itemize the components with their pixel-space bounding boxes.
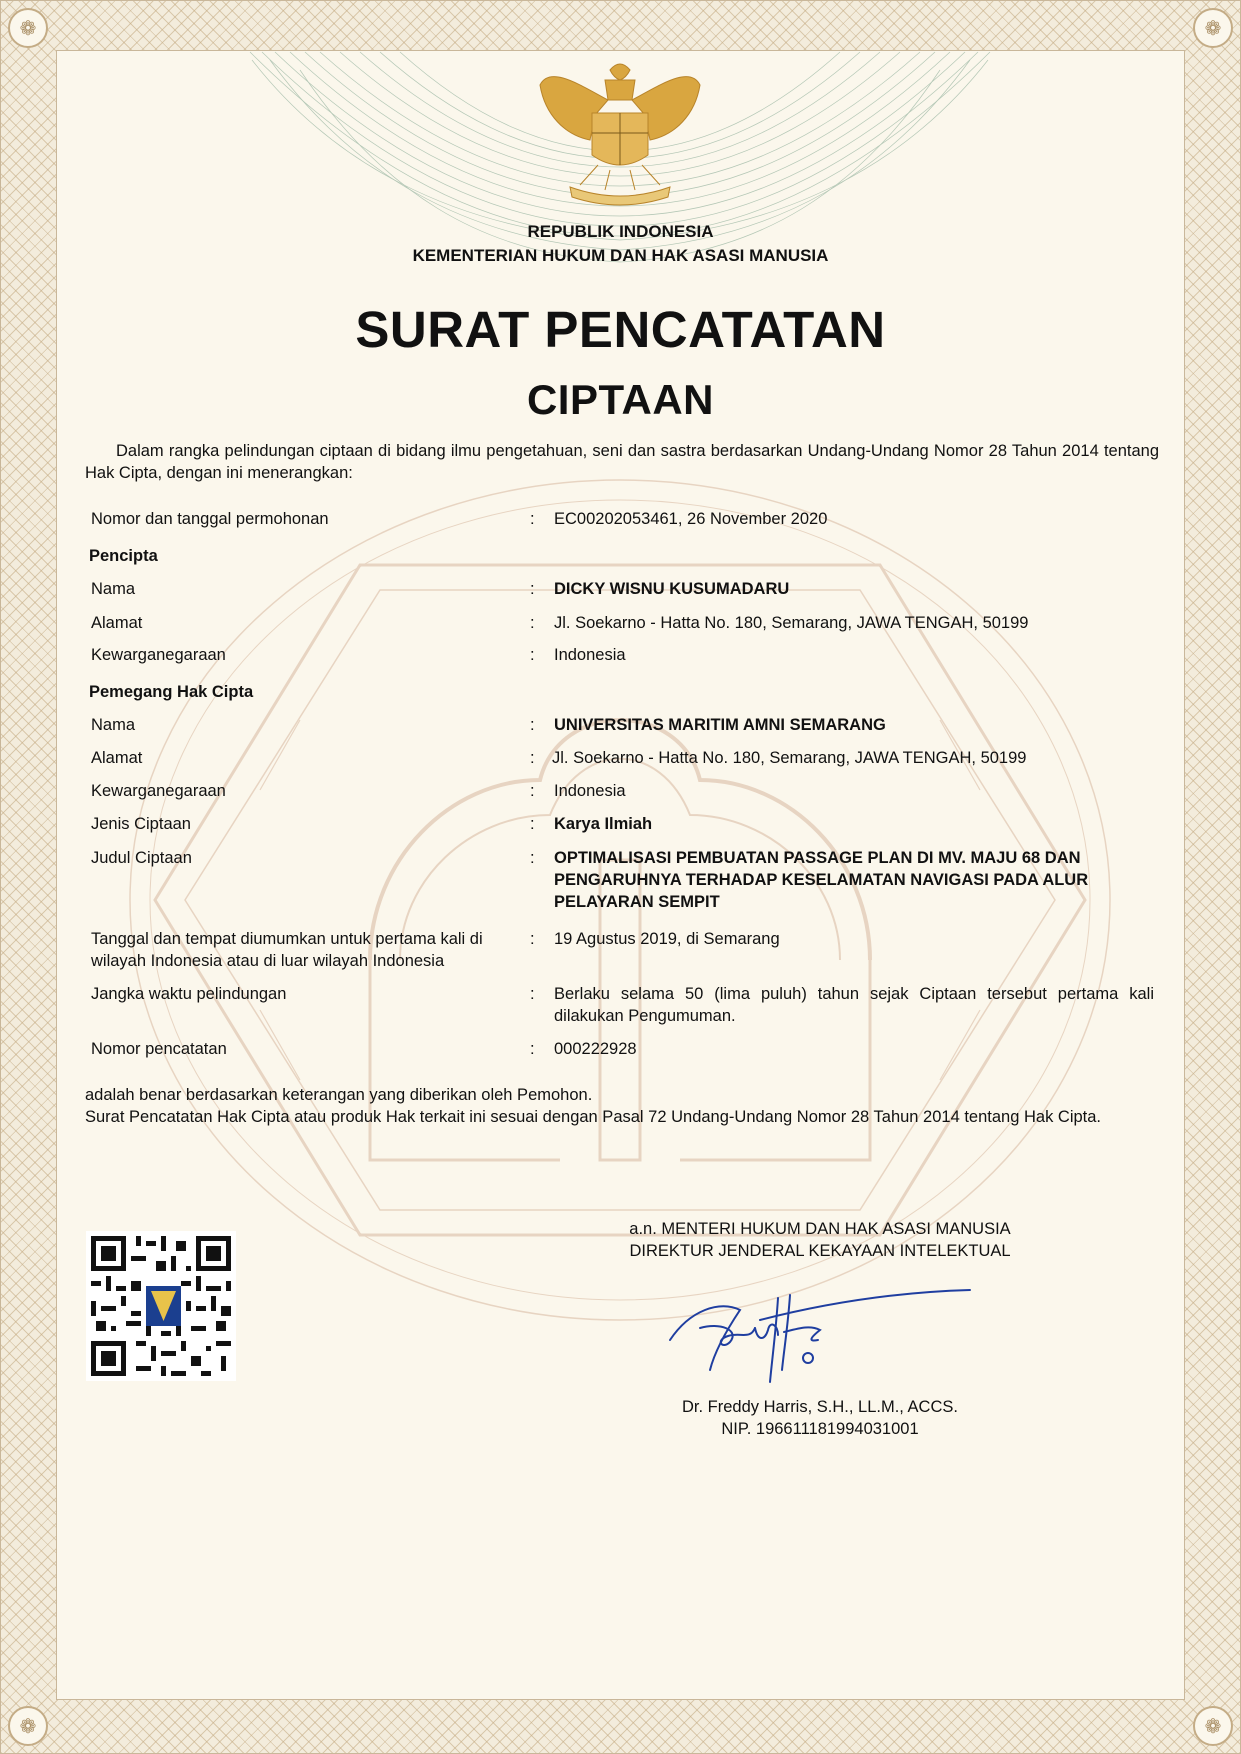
value-pemegang-alamat: Jl. Soekarno - Hatta No. 180, Semarang, JAWA TENGAH, 50199	[552, 749, 1027, 767]
value-jangka-waktu: Berlaku selama 50 (lima puluh) tahun sejak Ciptaan tersebut pertama kali dilakukan Pengumuman.	[554, 985, 1154, 1025]
value-pemegang-kewarganegaraan: Indonesia	[554, 782, 626, 800]
closing-line-2: Surat Pencatatan Hak Cipta atau produk Hak terkait ini sesuai dengan Pasal 72 Undang-Undang Nomor 28 Tahun 2014 tentang Hak Cipta.	[85, 1108, 1102, 1126]
closing-line-1: adalah benar berdasarkan keterangan yang diberikan oleh Pemohon.	[85, 1086, 593, 1104]
corner-ornament-icon: ❁	[1193, 1706, 1233, 1746]
label-pemegang-kewarganegaraan: Kewarganegaraan	[91, 782, 226, 800]
page-title: SURAT PENCATATAN	[355, 301, 886, 358]
intro-paragraph: Dalam rangka pelindungan ciptaan di bidang ilmu pengetahuan, seni dan sastra berdasarkan Undang-Undang Nomor 28 Tahun 2014 tentang Hak Cipta, dengan ini menerangkan:	[85, 442, 1159, 482]
section-pemegang-hak-cipta: Pemegang Hak Cipta	[89, 683, 254, 701]
label-tanggal-tempat: Tanggal dan tempat diumumkan untuk pertama kali di wilayah Indonesia atau di luar wilayah Indonesia	[91, 930, 483, 970]
label-pemegang-alamat: Alamat	[91, 749, 143, 767]
label-jangka-waktu: Jangka waktu pelindungan	[91, 985, 287, 1003]
label-pencipta-nama: Nama	[91, 580, 136, 598]
colon-separator: :	[530, 749, 535, 767]
colon-separator: :	[530, 1040, 535, 1058]
qr-code-icon[interactable]	[86, 1231, 236, 1381]
label-nomor-pencatatan: Nomor pencatatan	[91, 1040, 227, 1058]
value-nomor-tanggal: EC00202053461, 26 November 2020	[554, 510, 828, 528]
value-jenis-ciptaan: Karya Ilmiah	[554, 815, 653, 833]
corner-ornament-icon: ❁	[1193, 8, 1233, 48]
handwritten-signature-icon	[660, 1270, 980, 1390]
corner-ornament-icon: ❁	[8, 1706, 48, 1746]
corner-ornament-icon: ❁	[8, 8, 48, 48]
colon-separator: :	[530, 849, 535, 867]
colon-separator: :	[530, 614, 535, 632]
colon-separator: :	[530, 815, 535, 833]
signature-an-line: a.n. MENTERI HUKUM DAN HAK ASASI MANUSIA	[629, 1220, 1011, 1238]
value-pemegang-nama: UNIVERSITAS MARITIM AMNI SEMARANG	[554, 716, 886, 734]
label-jenis-ciptaan: Jenis Ciptaan	[91, 815, 191, 833]
colon-separator: :	[530, 782, 535, 800]
label-pencipta-kewarganegaraan: Kewarganegaraan	[91, 646, 226, 664]
colon-separator: :	[530, 716, 535, 734]
value-pencipta-kewarganegaraan: Indonesia	[554, 646, 626, 664]
value-judul-ciptaan: OPTIMALISASI PEMBUATAN PASSAGE PLAN DI MV. MAJU 68 DAN PENGARUHNYA TERHADAP KESELAMATAN NAVIGASI PADA ALUR PELAYARAN SEMPIT	[554, 849, 1089, 911]
garuda-emblem-icon	[540, 64, 700, 205]
label-pemegang-nama: Nama	[91, 716, 136, 734]
colon-separator: :	[530, 646, 535, 664]
value-tanggal-tempat: 19 Agustus 2019, di Semarang	[554, 930, 780, 948]
header-kementerian: KEMENTERIAN HUKUM DAN HAK ASASI MANUSIA	[412, 246, 829, 265]
signatory-nip: NIP. 196611181994031001	[721, 1420, 919, 1438]
signature-direktur-line: DIREKTUR JENDERAL KEKAYAAN INTELEKTUAL	[629, 1242, 1011, 1260]
header-republik: REPUBLIK INDONESIA	[527, 222, 714, 241]
value-pencipta-nama: DICKY WISNU KUSUMADARU	[554, 580, 790, 598]
section-pencipta: Pencipta	[89, 547, 158, 565]
colon-separator: :	[530, 930, 535, 948]
label-judul-ciptaan: Judul Ciptaan	[91, 849, 192, 867]
label-pencipta-alamat: Alamat	[91, 614, 143, 632]
colon-separator: :	[530, 580, 535, 598]
value-pencipta-alamat: Jl. Soekarno - Hatta No. 180, Semarang, JAWA TENGAH, 50199	[554, 614, 1029, 632]
value-nomor-pencatatan: 000222928	[554, 1040, 637, 1058]
label-nomor-tanggal: Nomor dan tanggal permohonan	[91, 510, 329, 528]
colon-separator: :	[530, 985, 535, 1003]
page-subtitle: CIPTAAN	[526, 376, 715, 423]
signatory-name: Dr. Freddy Harris, S.H., LL.M., ACCS.	[682, 1398, 958, 1416]
colon-separator: :	[530, 510, 535, 528]
